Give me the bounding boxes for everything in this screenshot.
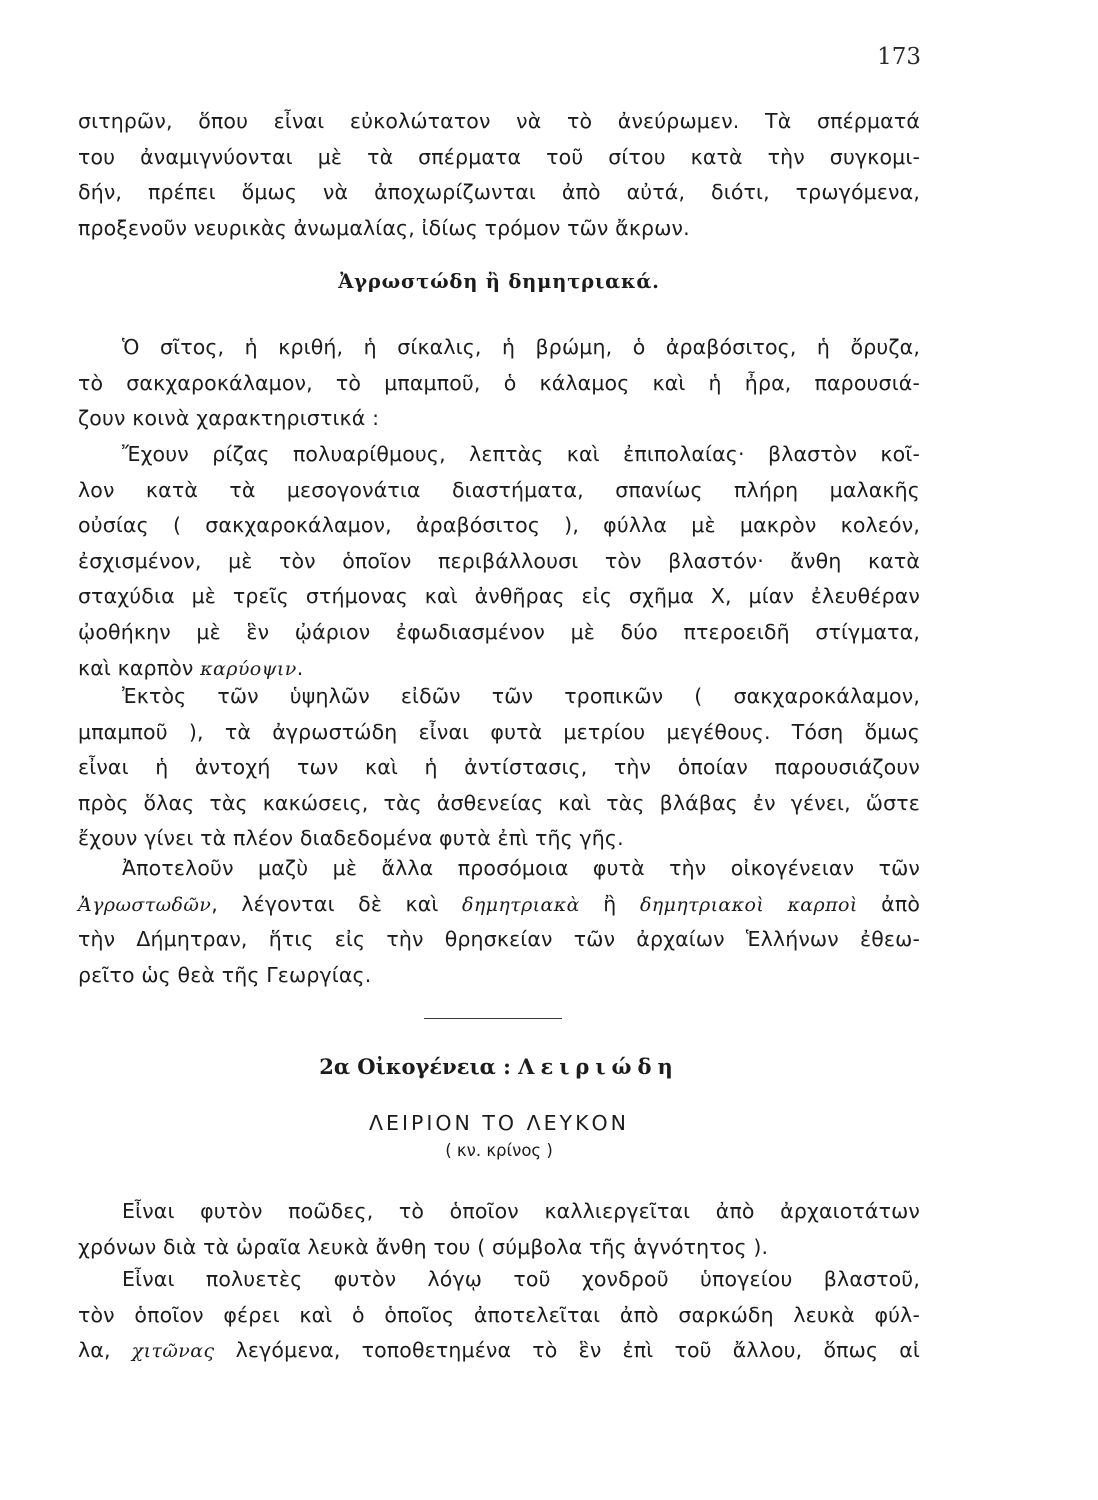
text-line: τὸν ὁποῖον φέρει καὶ ὁ ὁποῖος ἀποτελεῖται ἀπὸ σαρκώδη λευκὰ φύλ- bbox=[78, 1302, 920, 1327]
text-line: λον κατὰ τὰ μεσογονάτια διαστήματα, σπανίως πλήρη μαλακῆς bbox=[78, 477, 920, 502]
paragraph-family bbox=[78, 851, 920, 993]
text-line: σταχύδια μὲ τρεῖς στήμονας καὶ ἀνθῆρας εἰς σχῆμα Χ, μίαν ἐλευθέραν bbox=[78, 584, 920, 609]
text-line: ρεῖτο ὡς θεὰ τῆς Γεωργίας. bbox=[78, 962, 372, 987]
italic-term: καρύοψιν bbox=[200, 657, 297, 680]
text-fragment: , λέγονται δὲ καὶ bbox=[211, 891, 439, 916]
page-number: 173 bbox=[877, 44, 921, 70]
paragraph-lily-bulb bbox=[78, 1262, 920, 1369]
text-line: οὐσίας ( σακχαροκάλαμον, ἀραβόσιτος ), φύλλα μὲ μακρὸν κολεόν, bbox=[78, 513, 920, 538]
paragraph-cereals bbox=[78, 330, 920, 437]
italic-term: δημητριακοὶ καρποὶ bbox=[639, 893, 858, 916]
text-fragment: ἢ bbox=[603, 891, 617, 916]
text-line: προξενοῦν νευρικὰς ἀνωμαλίας, ἰδίως τρόμον τῶν ἄκρων. bbox=[78, 215, 690, 240]
paragraph-lily-description bbox=[78, 1194, 920, 1265]
family-heading-prefix: 2α Οἰκογένεια : bbox=[319, 1054, 511, 1079]
text-line: ζουν κοινὰ χαρακτηριστικά : bbox=[78, 406, 380, 431]
text-fragment: καὶ καρπὸν bbox=[78, 655, 194, 680]
text-line: Εἶναι φυτὸν ποῶδες, τὸ ὁποῖον καλλιεργεῖται ἀπὸ ἀρχαιοτάτων bbox=[122, 1199, 920, 1223]
text-fragment: . bbox=[296, 655, 304, 680]
text-fragment: λα, bbox=[78, 1338, 111, 1363]
text-line: Εἶναι πολυετὲς φυτὸν λόγῳ τοῦ χονδροῦ ὑπογείου βλαστοῦ, bbox=[122, 1267, 920, 1291]
section-heading: Ἀγρωστώδη ἢ δημητριακά. bbox=[338, 270, 660, 293]
text-line: ἐσχισμένον, μὲ τὸν ὁποῖον περιβάλλουσι τὸν βλαστόν· ἄνθη κατὰ bbox=[78, 548, 920, 573]
text-line bbox=[78, 887, 920, 923]
species-title: ΛΕΙΡΙΟΝ ΤΟ ΛΕΥΚΟΝ bbox=[368, 1111, 629, 1135]
paragraph-intro bbox=[78, 104, 920, 246]
text-line: τὸ σακχαροκάλαμον, τὸ μπαμποῦ, ὁ κάλαμος καὶ ἡ ἦρα, παρουσιά- bbox=[78, 370, 920, 395]
text-line: Ἔχουν ρίζας πολυαρίθμους, λεπτὰς καὶ ἐπιπολαίας· βλαστὸν κοῖ- bbox=[122, 442, 920, 466]
text-fragment: ἀπὸ bbox=[881, 891, 921, 916]
text-fragment: λεγόμενα, τοποθετημένα τὸ ἓν ἐπὶ τοῦ ἄλλου, ὅπως αἱ bbox=[235, 1338, 920, 1363]
section-divider bbox=[424, 1018, 562, 1019]
book-page bbox=[78, 0, 920, 1500]
text-line: του ἀναμιγνύονται μὲ τὰ σπέρματα τοῦ σίτου κατὰ τὴν συγκομι- bbox=[78, 144, 920, 169]
text-line: σιτηρῶν, ὅπου εἶναι εὐκολώτατον νὰ τὸ ἀνεύρωμεν. Τὰ σπέρματά bbox=[78, 109, 920, 133]
text-line: Ἐκτὸς τῶν ὑψηλῶν εἰδῶν τῶν τροπικῶν ( σακχαροκάλαμον, bbox=[122, 684, 920, 708]
text-line: ἔχουν γίνει τὰ πλέον διαδεδομένα φυτὰ ἐπὶ τῆς γῆς. bbox=[78, 826, 624, 851]
text-line: τὴν Δήμητραν, ἥτις εἰς τὴν θρησκείαν τῶν ἀρχαίων Ἑλλήνων ἐθεω- bbox=[78, 927, 920, 952]
text-line bbox=[78, 1333, 920, 1369]
text-line: μπαμποῦ ), τὰ ἀγρωστώδη εἶναι φυτὰ μετρίου μεγέθους. Τόση ὅμως bbox=[78, 719, 920, 744]
paragraph-tropical bbox=[78, 679, 920, 857]
text-line: Ὁ σῖτος, ἡ κριθή, ἡ σίκαλις, ἡ βρώμη, ὁ ἀραβόσιτος, ἡ ὄρυζα, bbox=[122, 335, 920, 359]
common-name: ( κν. κρίνος ) bbox=[445, 1141, 553, 1160]
italic-term: Ἀγρωστωδῶν bbox=[78, 893, 212, 916]
text-line: πρὸς ὅλας τὰς κακώσεις, τὰς ἀσθενείας καὶ τὰς βλάβας ἐν γένει, ὥστε bbox=[78, 790, 920, 815]
paragraph-characteristics bbox=[78, 437, 920, 686]
family-heading-name: Λειριώδη bbox=[518, 1054, 679, 1079]
text-line: ᾠοθήκην μὲ ἓν ᾠάριον ἐφωδιασμένον μὲ δύο πτεροειδῆ στίγματα, bbox=[78, 619, 920, 644]
italic-term: δημητριακὰ bbox=[462, 893, 580, 916]
italic-term: χιτῶνας bbox=[131, 1340, 215, 1363]
family-heading bbox=[78, 1054, 920, 1079]
text-line: εἶναι ἡ ἀντοχή των καὶ ἡ ἀντίστασις, τὴν ὁποίαν παρουσιάζουν bbox=[78, 755, 920, 780]
text-line: Ἀποτελοῦν μαζὺ μὲ ἄλλα προσόμοια φυτὰ τὴν οἰκογένειαν τῶν bbox=[122, 856, 920, 880]
text-line: χρόνων διὰ τὰ ὡραῖα λευκὰ ἄνθη του ( σύμβολα τῆς ἁγνότητος ). bbox=[78, 1234, 769, 1259]
text-line: δήν, πρέπει ὅμως νὰ ἀποχωρίζωνται ἀπὸ αὐτά, διότι, τρωγόμενα, bbox=[78, 180, 920, 205]
